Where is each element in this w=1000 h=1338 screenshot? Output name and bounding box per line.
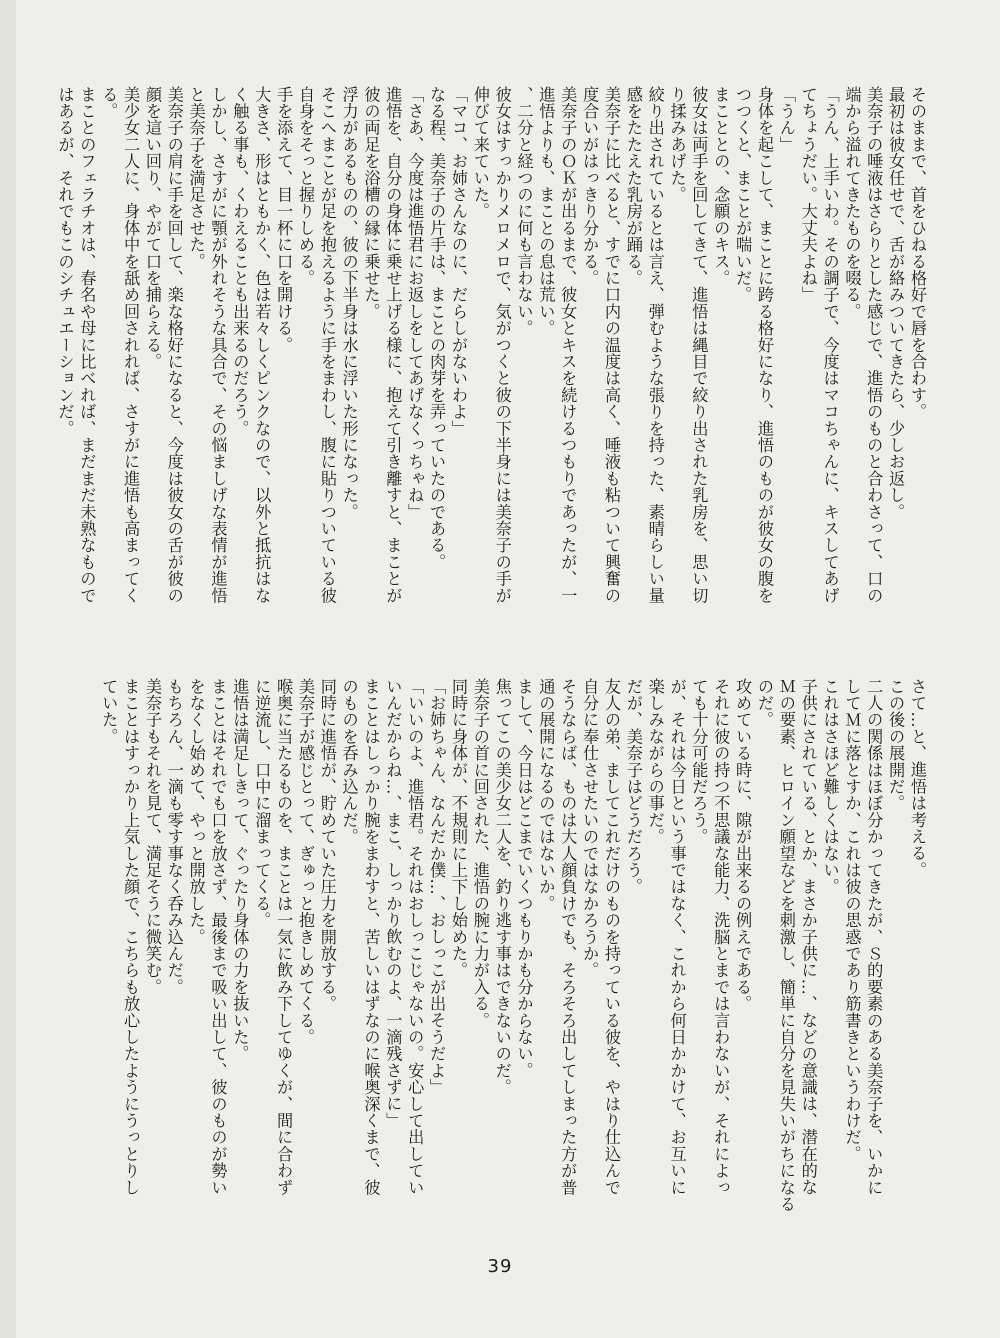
text-line: 同時に進悟が、貯めていた圧力を開放する。 (317, 678, 337, 1012)
text-line: つつくと、まことが喘いだ。 (733, 86, 753, 304)
text-line: 彼の両足を浴槽の縁に乗せた。 (361, 86, 381, 320)
text-line: 「いいのよ、進悟君。それはおしっこじゃないの。安心して出してい (405, 678, 425, 1196)
lower-text-block (99, 678, 928, 1253)
text-line: 自分に奉仕させたいのではなかろうか。 (580, 678, 600, 979)
text-line: もちろん、一滴も零す事なく呑み込んだ。 (164, 678, 184, 996)
page-number: 39 (487, 1256, 513, 1277)
text-line: 浮力があるものの、彼の下半身は水に浮いた形になった。 (339, 86, 359, 521)
text-line: 美奈子の肩に手を回して、楽な格好になると、今度は彼女の舌が彼の (164, 86, 184, 604)
text-line: しかし、さすがに顎が外れそうな具合で、その悩ましげな表情が進悟 (208, 86, 228, 604)
text-line: この後の展開だ。 (886, 678, 906, 812)
upper-text-block (55, 86, 928, 661)
text-line: 感をたたえた乳房が踊る。 (623, 86, 643, 287)
text-line: が、それは今日という事ではなく、これから何日かかけて、お互いに (667, 678, 687, 1196)
text-line: 喉奥に当たるものを、まことは一気に飲み下してゆくが、間に合わず (274, 678, 294, 1196)
text-line: 手を添えて、目一杯に口を開ける。 (274, 86, 294, 354)
text-line: まことはそれでも口を放さず、最後まで吸い出して、彼のものが勢い (208, 678, 228, 1196)
text-line: 楽しみながらの事だ。 (645, 678, 665, 845)
text-line: 同時に身体が、不規則に上下し始めた。 (448, 678, 468, 979)
text-line: 美奈子が感じとって、ぎゅっと抱きしめてくる。 (295, 678, 315, 1046)
text-line: それに彼の持つ不思議な能力、洗脳とまでは言わないが、それによっ (711, 678, 731, 1196)
text-line: 「マコ、お姉さんなのに、だらしがないわよ」 (448, 86, 468, 437)
text-line: そこへまことが足を抱えるように手をまわし、腹に貼りついている彼 (317, 86, 337, 604)
text-line: してＭに落とすか、これは彼の思惑であり筋書きというわけだ。 (842, 678, 862, 1163)
text-line: そのままで、首をひねる格好で唇を合わす。 (908, 86, 927, 420)
text-line: 彼女はすっかりメロメロで、気がつくと彼の下半身には美奈子の手が (492, 86, 512, 604)
text-line: のものを呑み込んだ。 (339, 678, 359, 845)
text-line: 通の展開になるのではないか。 (536, 678, 556, 912)
text-line: 「うん」 (776, 86, 796, 153)
text-line: 美奈子もそれを見て、満足そうに微笑む。 (142, 678, 162, 996)
text-line: 「うん、上手いわ。その調子で、今度はマコちゃんに、キスしてあげ (820, 86, 840, 604)
text-line: 進悟は満足しきって、ぐったり身体の力を抜いた。 (230, 678, 250, 1063)
page-binding-edge (0, 0, 16, 1338)
text-line: まして、今日はどこまでいくつもりかも分からない。 (514, 678, 534, 1079)
text-line: 最初は彼女任せで、舌が絡みついてきたら、少しお返し。 (886, 86, 906, 521)
text-line: 進悟を、自分の身体に乗せ上げる様に、抱えて引き離すと、まことが (383, 86, 403, 604)
text-line: 「お姉ちゃん、なんだか僕…、おしっこが出そうだよ」 (427, 678, 447, 1096)
text-line: 身体を起こして、まことに跨る格好になり、進悟のものが彼女の腹を (754, 86, 774, 604)
text-line: はあるが、それでもこのシチュエーションだ。 (55, 86, 75, 437)
text-line: まことはすっかり上気した顔で、こちらも放心したようにうっとりし (121, 678, 141, 1196)
text-line: なる程、美奈子の片手は、まことの肉芽を弄っていたのである。 (427, 86, 447, 571)
text-line: Ｍの要素、ヒロイン願望などを刺激し、簡単に自分を見失いがちになる (776, 678, 796, 1213)
text-line: ていた。 (99, 678, 119, 745)
text-line: 美奈子に比べると、すでに口内の温度は高く、唾液も粘ついて興奮の (601, 86, 621, 604)
text-line: 子供にされている、とか、まさか子供に…、などの意識は、潜在的な (798, 678, 818, 1196)
text-line: てちょうだい。大丈夫よね」 (798, 86, 818, 304)
text-line: 顔を這い回り、やがて口を捕らえる。 (142, 86, 162, 370)
text-line: に逆流し、口中に溜まってくる。 (252, 678, 272, 929)
text-line: く触る事も、くわえることも出来るのだろう。 (230, 86, 250, 437)
text-line: 攻めている時に、隙が出来るの例えである。 (733, 678, 753, 1012)
text-line: まことのフェラチオは、春名や母に比べれば、まだまだ未熟なもので (77, 86, 97, 604)
text-line: さて…と、進悟は考える。 (908, 678, 927, 879)
text-line: 友人の弟、ましてこれだけのものを持っている彼を、やはり仕込んで (601, 678, 621, 1196)
text-line: そうならば、ものは大人顔負けでも、そろそろ出してしまった方が普 (558, 678, 578, 1196)
text-line: だが、美奈子はどうだろう。 (623, 678, 643, 896)
text-line: 焦ってこの美少女二人を、釣り逃す事はできないのだ。 (492, 678, 512, 1096)
text-line: 「さあ、今度は進悟君にお返しをしてあげなくっちゃね」 (405, 86, 425, 521)
text-line: と美奈子を満足させた。 (186, 86, 206, 270)
text-line: 美少女二人に、身体中を舐め回されれば、さすがに進悟も高まってく (121, 86, 141, 604)
text-line: 美奈子のＯＫが出るまで、彼女とキスを続けるつもりであったが、一 (558, 86, 578, 604)
text-line: いんだからね…、まこ、しっかり飲むのよ、一滴残さずに」 (383, 678, 403, 1129)
text-line: り揉みあげた。 (667, 86, 687, 203)
text-line: ても十分可能だろう。 (689, 678, 709, 845)
text-line: まことはしっかり腕をまわすと、苦しいはずなのに喉奥深くまで、彼 (361, 678, 381, 1196)
text-line: 伸びて来ていた。 (470, 86, 490, 220)
text-line: 彼女は両手を回してきて、進悟は縄目で絞り出された乳房を、思い切 (689, 86, 709, 604)
text-line: 度合いがはっきり分かる。 (580, 86, 600, 287)
text-line: 二人の関係はほぼ分かってきたが、Ｓ的要素のある美奈子を、いかに (864, 678, 884, 1196)
text-line: をなくし始めて、やっと開放した。 (186, 678, 206, 946)
text-line: 美奈子の唾液はさらりとした感じで、進悟のものと合わさって、口の (864, 86, 884, 604)
text-line: 大きさ、形はともかく、色は若々しくピンクなので、以外と抵抗はな (252, 86, 272, 604)
text-line: る。 (99, 86, 119, 120)
text-line: まこととの、念願のキス。 (711, 86, 731, 287)
text-line: 進悟よりも、まことの息は荒い。 (536, 86, 556, 337)
text-line: 、二分と経つのに何も言わない。 (514, 86, 534, 337)
text-line: 自身をそっと握りしめる。 (295, 86, 315, 287)
text-line: 端から溢れてきたものを啜る。 (842, 86, 862, 320)
text-line: これはさほど難しくはない。 (820, 678, 840, 896)
text-line: 絞り出されているとは言え、弾むような張りを持った、素晴らしい量 (645, 86, 665, 604)
text-line: 美奈子の首に回された、進悟の腕に力が入る。 (470, 678, 490, 1029)
text-line: のだ。 (754, 678, 774, 729)
